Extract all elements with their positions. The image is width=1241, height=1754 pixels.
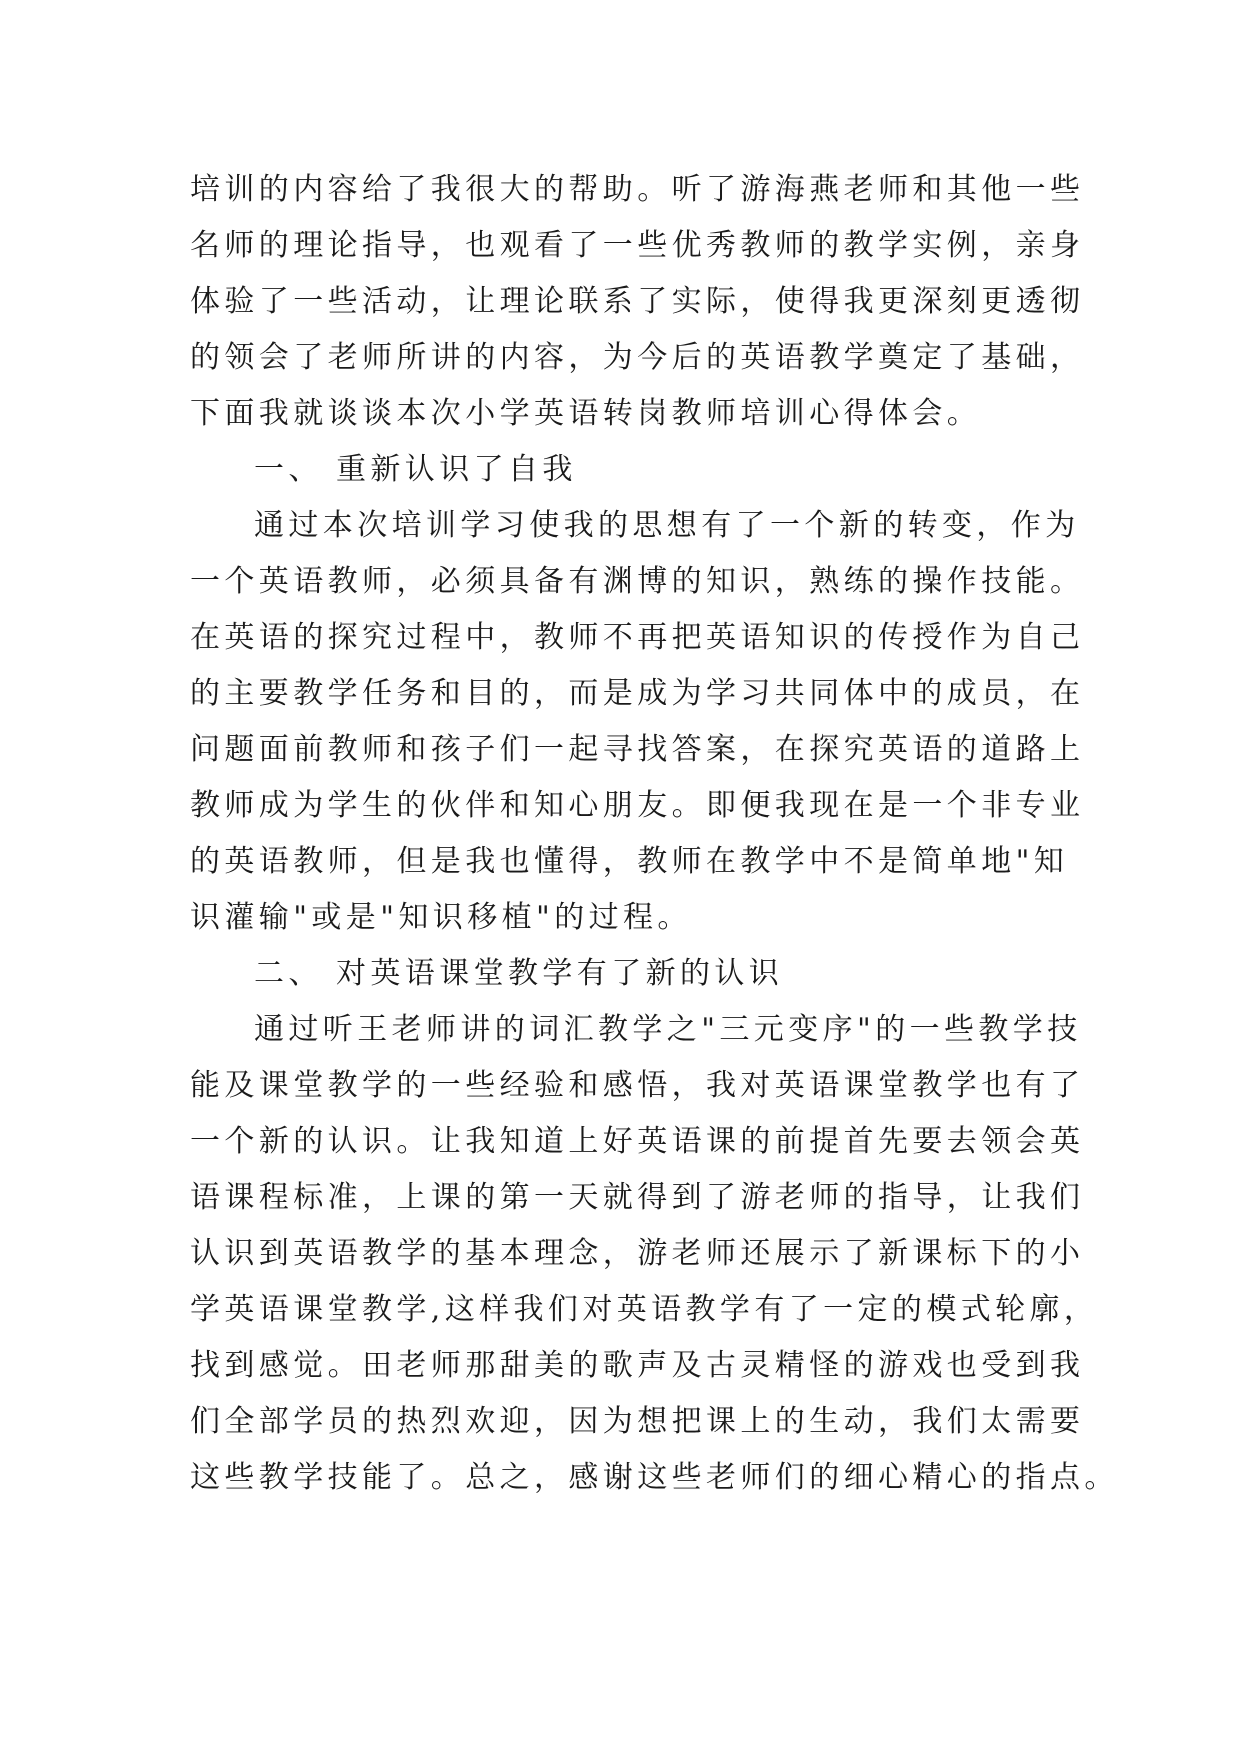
body-line: 找到感觉。田老师那甜美的歌声及古灵精怪的游戏也受到我 bbox=[190, 1348, 1085, 1383]
body-line: 识灌输"或是"知识移植"的过程。 bbox=[190, 900, 692, 935]
body-line: 们全部学员的热烈欢迎，因为想把课上的生动，我们太需要 bbox=[190, 1404, 1085, 1439]
body-line: 体验了一些活动，让理论联系了实际，使得我更深刻更透彻 bbox=[190, 284, 1085, 319]
body-line: 认识到英语教学的基本理念，游老师还展示了新课标下的小 bbox=[190, 1236, 1085, 1271]
section-heading-title: 重新认识了自我 bbox=[336, 452, 577, 487]
body-line: 的主要教学任务和目的，而是成为学习共同体中的成员，在 bbox=[190, 676, 1085, 711]
section-heading-number: 一、 bbox=[254, 452, 323, 487]
section-heading-title: 对英语课堂教学有了新的认识 bbox=[336, 956, 784, 991]
body-line: 在英语的探究过程中，教师不再把英语知识的传授作为自己 bbox=[190, 620, 1085, 655]
body-line: 这些教学技能了。总之，感谢这些老师们的细心精心的指点。 bbox=[190, 1460, 1119, 1495]
body-line: 语课程标准，上课的第一天就得到了游老师的指导，让我们 bbox=[190, 1180, 1085, 1215]
body-line: 名师的理论指导，也观看了一些优秀教师的教学实例，亲身 bbox=[190, 228, 1085, 263]
body-line: 培训的内容给了我很大的帮助。听了游海燕老师和其他一些 bbox=[190, 172, 1085, 207]
paragraph-first-line: 通过听王老师讲的词汇教学之"三元变序"的一些教学技 bbox=[254, 1012, 1082, 1047]
body-line: 一个英语教师，必须具备有渊博的知识，熟练的操作技能。 bbox=[190, 564, 1085, 599]
body-line: 能及课堂教学的一些经验和感悟，我对英语课堂教学也有了 bbox=[190, 1068, 1085, 1103]
section-heading-number: 二、 bbox=[254, 956, 323, 991]
body-line: 一个新的认识。让我知道上好英语课的前提首先要去领会英 bbox=[190, 1124, 1085, 1159]
body-line: 的英语教师，但是我也懂得，教师在教学中不是简单地"知 bbox=[190, 844, 1069, 879]
section-heading-2 bbox=[190, 946, 1060, 1002]
body-line: 问题面前教师和孩子们一起寻找答案，在探究英语的道路上 bbox=[190, 732, 1085, 767]
body-line: 下面我就谈谈本次小学英语转岗教师培训心得体会。 bbox=[190, 396, 982, 431]
body-line: 学英语课堂教学,这样我们对英语教学有了一定的模式轮廓， bbox=[190, 1292, 1099, 1327]
body-line: 的领会了老师所讲的内容，为今后的英语教学奠定了基础， bbox=[190, 340, 1085, 375]
document-body bbox=[190, 162, 1119, 1506]
paragraph-first-line: 通过本次培训学习使我的思想有了一个新的转变，作为 bbox=[254, 508, 1080, 543]
section-heading-1 bbox=[190, 442, 1060, 498]
body-line: 教师成为学生的伙伴和知心朋友。即便我现在是一个非专业 bbox=[190, 788, 1085, 823]
